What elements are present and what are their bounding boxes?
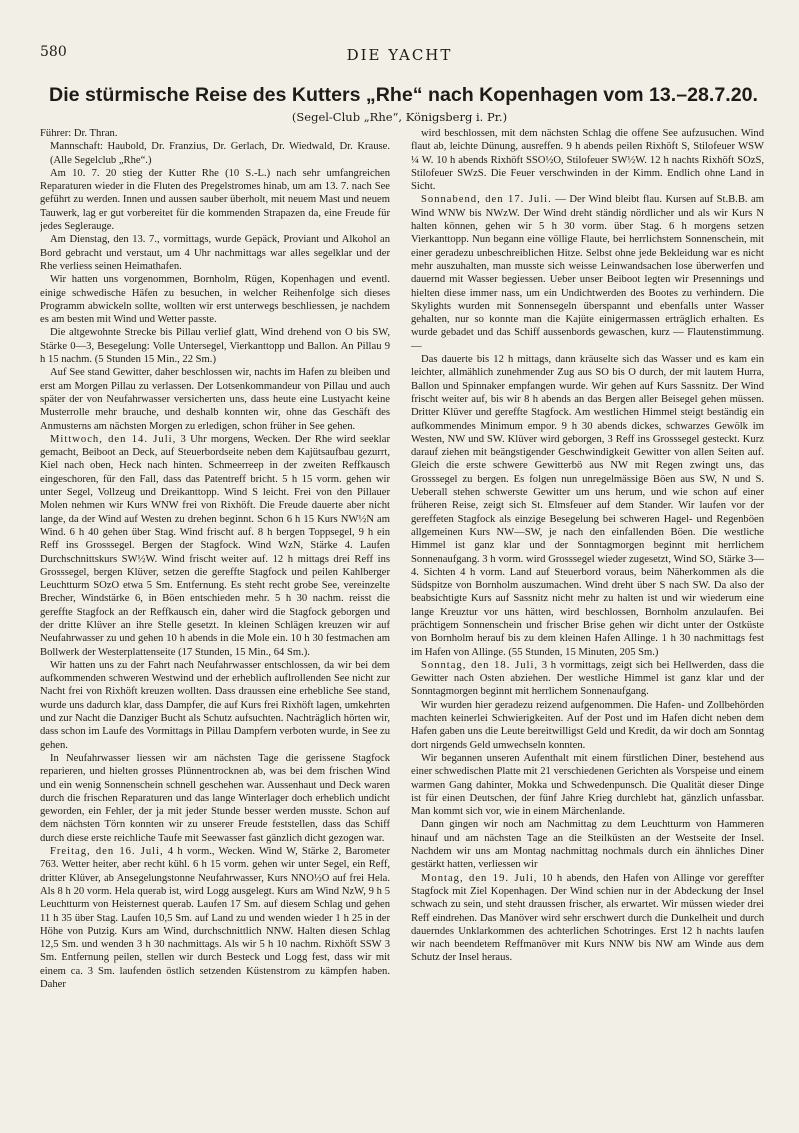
right-column [411,127,764,1127]
left-column [40,127,390,1127]
paragraph-text: Die altgewohnte Strecke bis Pillau verlief glatt, Wind drehend von O bis SW, Stärke 0—3, Besegelung: Volle Untersegel, Vierkanttopp und Ballon. An Pillau 9 h 15 nachm. (5 Stunden 15 Min., 22 Sm.) [40,327,390,366]
paragraph [40,167,390,233]
article-subtitle: (Segel-Club „Rhe“, Königsberg i. Pr.) [291,110,508,124]
paragraph [40,326,390,366]
paragraph [40,366,390,432]
paragraph-text: 3 Uhr morgens, Wecken. Der Rhe wird seeklar gemacht, Beiboot an Deck, auf Steuerbordseite neben dem Kajütsaufbau gezurrt, Kiel nach oben, Heck nach hinten. Schmeerreep in der zweiten Reffkausch eingeschoren, für den Fall, dass das Patentreff bricht. 5 h 15 vorm. gehen wir unter Segel, Vollzeug und Dreikanttopp. Wind S leicht. Frei von den Pillauer Molen nehmen wir Kurs WNW frei von Rixhöft. Die Freude dauerte aber nicht lange, da der Wind auf Westen zu drehen beginnt. Schon 6 h 15 Kurs NW½N am Wind. 6 h 40 gehen über Stag. Wind frischt auf. 8 h bergen Toppsegel, 9 h ein Reff ins Grosssegel. Bergen der Stagfock. Wind WzN, Stärke 4. Laufen Durchschnittskurs SW½W. Wind frischt weiter auf. 12 h mittags drei Reff ins Grosssegel, bergen Klüver, setzen die gereffte Stagfock und peilen Kahlberger Leuchtturm SOzO etwa 5 Sm. Entfernung. Es steht recht grobe See, vereinzelte Brecher, Windstärke 6, in Böen entschieden mehr. 5 h 30 nachm. reisst die gereffte Stagfock an der Reffkausch ein, daher wird die Stagfock geborgen und der dritte Klüver an ihre Stelle gesetzt. In kleinen Schlägen kreuzen wir auf Neufahrwasser zu und gehen 10 h abends in die Mole ein. 10 h 30 festmachen am Bollwerk der Westerplattenseite (17 Stunden, 15 Min., 64 Sm.). [40,433,390,658]
paragraph-text: Führer: Dr. Thran. [40,128,118,139]
paragraph [40,233,390,273]
paragraph-text: Das dauerte bis 12 h mittags, dann kräuselte sich das Wasser und es kam ein leichter, allmählich zunehmender Zug aus SO bis O durch, der mit lautem Hurra, Ballon und Spinnaker empfangen wurde. Wir gehen auf Kurs Sassnitz. Der Wind frischt weiter auf, bis wir 8 h abends an das Bergen aller Beisegel gehen müssen. Dritter Klüver und gereffte Stagfock. Am westlichen Himmel steigt beständig ein aufkommendes Minimum empor. 9 h 30 abends dickes, schwarzes Gewölk im Westen, NW und SW. Klüver wird geborgen, 3 Reff ins Grosssegel gesteckt. Kurz darauf ziehen mit beängstigender Geschwindigkeit Gewitter von allen Seiten auf. Gleich die erste schwere Gewitterbö aus NW mit Regen zwingt uns, das Grosssegel zu bergen. Es folgen nun unregelmässige Böen aus SW, N und S. Ueberall stehen schwerste Gewitter um uns herum, und wie schon auf einer früheren Reise, zeigt sich St. Elmsfeuer auf dem Stander. Wir laufen vor der gereffeten Stagfock als einzige Besegelung bei schweren Hagel- und Regenböen allgemeinen Kurs NW—SW, je nach den einfallenden Böen. Die westliche Himmel ist ganz klar und der Sonntagmorgen beginnt mit herrlichem Sonnenaufgang. 3 h vorm. wird Grosssegel wieder zugesetzt, Wind SO, Stärke 3—4. Sichten 4 h vorm. Land auf Steuerbord voraus, beim Näherkommen als die Südspitze von Bornholm auszumachen. Wind dreht über S nach SW. Da also der beabsichtigte Kurs auf Sassnitz nicht mehr zu halten ist und wir wiederum eine lange Kreuztur vor uns hätten, wird beschlossen, Bornholm anzulaufen. Bei prächtigem Sonnenschein und frischer Brise gehen wir dicht unter der Ostküste von Bornholm herauf bis zu dem kleinen Hafen Allinge. 1 h 30 nachmittags fest im Hafen von Allinge. (55 Stunden, 15 Minuten, 205 Sm.) [411,354,764,658]
day-heading: Sonntag, den 18. Juli, [421,659,539,671]
paragraph-text: Dann gingen wir noch am Nachmittag zu dem Leuchtturm von Hammeren hinauf und am nächsten Tage an die Steilküsten an der Westseite der Insel. Nachdem wir uns am Montag nachmittag nochmals durch ein ähnliches Diner gestärkt hatten, verliessen wir [411,819,764,871]
paragraph-text: 10 h abends, den Hafen von Allinge vor gereffter Stagfock mit Ziel Kopenhagen. Der Wind schien nur in der Abdeckung der Insel schwach zu sein, und steht draussen frischer, als erwartet. Wir müssen wieder drei Reff eindrehen. Das Manöver wird sehr erschwert durch die Dunkelheit und durch dauerndes Unklarkommen des achterlichen Schotringes. Erst 12 h nachts laufen wir nach beendetem Reffmanöver mit Kurs NNW bis NW am Winde aus dem Schutz der Insel heraus. [411,872,764,964]
article-title: Die stürmische Reise des Kutters „Rhe“ nach Kopenhagen vom 13.–28.7.20. [49,84,758,106]
paragraph-text: 3 h vormittags, zeigt sich bei Hellwerden, dass die Gewitter nach Osten abziehen. Der westliche Himmel ist ganz klar und der Sonntagmorgen beginnt mit herrlichem Sonnenaufgang. [411,659,764,698]
paragraph-text: Am 10. 7. 20 stieg der Kutter Rhe (10 S.-L.) nach sehr umfangreichen Reparaturen wieder in die Fluten des Pregelstromes hinab, um am 13. 7. nach See geführt zu werden. Innen und aussen sauber überholt, mit neuem Mast und neuem Tauwerk, lag er gut vorbereitet für die kommenden Strapazen da, eine Freude für jedes Seglerauge. [40,167,390,233]
paragraph-text: Am Dienstag, den 13. 7., vormittags, wurde Gepäck, Proviant und Alkohol an Bord gebracht und verstaut, um 4 Uhr nachmittags war alles segelklar und der Rhe verliess seinen Heimathafen. [40,234,390,272]
paragraph [40,845,390,991]
day-heading: Montag, den 19. Juli, [421,872,538,884]
paragraph-text: Wir hatten uns vorgenommen, Bornholm, Rügen, Kopenhagen und eventl. einige schwedische Häfen zu besuchen, in welcher Reihenfolge sich dieses Programm abwickeln sollte, wollten wir erst unterwegs beschliessen, je nachdem es am besten mit Wind und Wetter passte. [40,274,390,326]
paragraph [40,433,390,659]
paragraph-text: In Neufahrwasser liessen wir am nächsten Tage die gerissene Stagfock reparieren, und hielten grosses Plünnentrocknen ab, was bei dem frischen Wind und ein wenig Sonnenschein schnell geschehen war. Aussenhaut und Deck waren durch die frischen Reparaturen und das lange Winterlager doch erheblich undicht geworden, ein Fehler, der ja mit jeder Stunde besser werden musste. Schon auf dem nächsten Törn konnten wir zu unserer Freude feststellen, dass das Schiff durch diese erste reichliche Taufe mit Seewasser fast gänzlich dicht gezogen war. [40,752,390,844]
paragraph [411,353,764,659]
paragraph-text: 4 h vorm., Wecken. Wind W, Stärke 2, Barometer 763. Wetter heiter, aber recht kühl. 6 h 15 vorm. gehen wir unter Segel, ein Reff, dritter Klüver, ab Ansegelungstonne Neufahrwasser, Kurs NNO½O auf frei Hela. Als 8 h 20 vorm. Hela querab ist, wird Logg ausgelegt. Kurs am Wind NzW, 9 h 5 Leuchtturm von Heisternest querab. Laufen 17 Sm. auf diesem Schlag und gehen 11 h 35 über Stag. Laufen 10,5 Sm. auf Land zu und wenden wieder 1 h 25 in der Höhe von Putzig. Kurs am Wind, durchschnittlich NNW. Halten diesen Schlag 12,5 Sm. und wenden 3 h 30 nachmittags. Als wir 5 h 10 nachm. Rixhöft SSW 3 Sm. Entfernung peilen, stellen wir durch Besteck und Logg fest, dass wir mit einem ca. 3 Sm. laufenden östlich setzenden Küstenstrom zu kämpfen haben. Daher [40,846,390,990]
paragraph [411,752,764,818]
day-heading: Mittwoch, den 14. Juli, [50,433,177,445]
paragraph-text: Auf See stand Gewitter, daher beschlossen wir, nachts im Hafen zu bleiben und erst am Morgen Pillau zu verlassen. Der Lotsenkommandeur von Pillau und auch später der von Neufahrwasser versicherten uns, dass heute eine Lustyacht keine Musterrolle mehr brauche, und deshalb konnten wir, ohne das Geschäft des Anmusterns am nächsten Morgen zu erledigen, schon früher in See gehen. [40,367,390,432]
paragraph-text: — Der Wind bleibt flau. Kursen auf St.B.B. am Wind WNW bis NWzW. Der Wind dreht ständig nördlicher und als wir Kurs N halten können, gehen wir 5 h 30 vorm. über Stag. 6 h morgens setzen Vierkanttopp. Nun begann eine völlige Flaute, bei herrlichstem Sonnenschein, mit einer geradezu unbeschreiblichen Hitze. Selbst ohne jede Bekleidung war es nicht mehr auszuhalten, man musste sich weisse Leinwandsachen lose überwerfen und dauernd mit Wasser begiessen. Ueber unser Beiboot legten wir Presennings und hielten diese immer nass, um ein Undichtwerden des Bootes zu verhindern. Die Skylights wurden mit Sonnensegeln überspannt und ebenfalls unter Wasser gehalten, nur so konnte man die Kajüte einigermassen erträglich erhalten. Es wurde gebadet und das Schiff aussenbords gewaschen, kurz — Flautenstimmung. — [411,194,764,352]
paragraph [40,752,390,845]
paragraph-text: Mannschaft: Haubold, Dr. Franzius, Dr. Gerlach, Dr. Wiedwald, Dr. Krause. (Alle Segelclub „Rhe“.) [50,141,390,166]
day-heading: Freitag, den 16. Juli, [50,846,164,858]
paragraph [411,818,764,871]
paragraph-text: Wir wurden hier geradezu reizend aufgenommen. Die Hafen- und Zollbehörden machten keinerlei Schwierigkeiten. Auf der Post und im Hafen dicht neben dem Hafen gaben uns die Leute bereitwilligst Geld und Kredit, da wir doch am Sonntag dort nirgends Geld umwechseln konnten. [411,699,764,751]
paragraph [40,127,390,140]
paragraph [411,659,764,699]
paragraph [411,127,764,193]
paragraph-text: wird beschlossen, mit dem nächsten Schlag die offene See aufzusuchen. Wind flaut ab, leichte Dünung, ausreffen. 9 h abends peilen Rixhöft S, Stilofeuer WSW ¼ W. 10 h abends Rixhöft SSO½O, Stilofeuer SW½W. 12 h nachts Rixhöft SOzS, Stilofeuer SWzS. Die Feuer verschwinden in der Kimm. Endlich ohne Land in Sicht. [411,128,764,193]
day-heading: Sonnabend, den 17. Juli. [421,194,552,206]
paragraph [40,140,390,167]
paragraph [411,699,764,752]
page-number: 580 [40,44,67,60]
paragraph [411,872,764,965]
paragraph [411,193,764,353]
paragraph-text: Wir begannen unseren Aufenthalt mit einem fürstlichen Diner, bestehend aus einer schwedischen Platte mit 21 verschiedenen Gerichten als Vorspeise und einem warmen Gang dahinter, Mokka und Schwedenpunsch. Die Qualität dieser Dinge ist für einen Deutschen, der fünf Jahre Krieg durchlebt hat, gänzlich unfassbar. Man kommt sich vor, wie in einem Märchenlande. [411,752,764,818]
paragraph-text: Wir hatten uns zu der Fahrt nach Neufahrwasser entschlossen, da wir bei dem aufkommenden schweren Westwind und der erheblich auflrollenden See nicht zur Nacht frei von Rixhöft kreuzen wollten. Dass draussen eine erhebliche See stand, wurde uns dadurch klar, dass Dampfer, die auf Kurs frei Rixhöft lagen, umkehrten und zur Nacht die Danziger Bucht als Schutz aufsuchten. Nachträglich hörten wir, dass schon im Laufe des Vormittags in Pillau Dampfern verboten wurde, in See zu gehen. [40,659,390,751]
running-title: DIE YACHT [346,46,453,64]
paragraph [40,659,390,752]
paragraph [40,273,390,326]
